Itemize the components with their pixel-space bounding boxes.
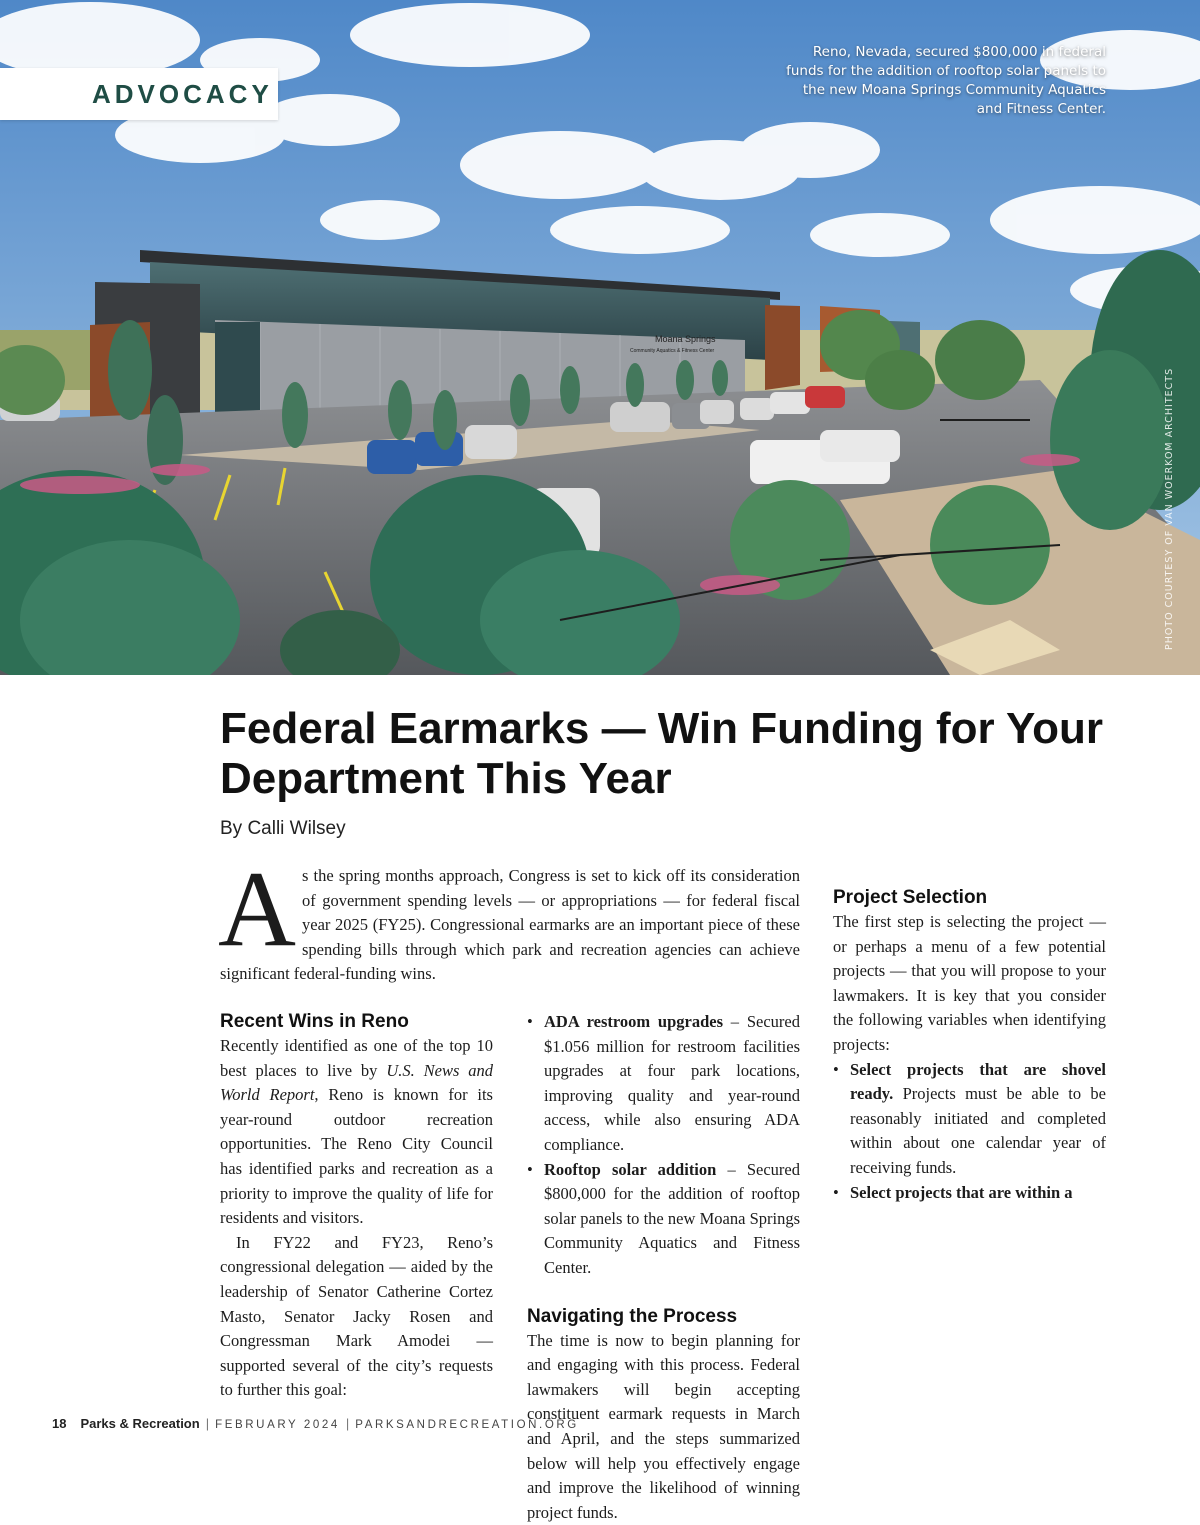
list-item-lead: Select projects that are within a xyxy=(850,1182,1073,1202)
footer-separator: | xyxy=(345,1416,350,1431)
paragraph-project-selection: The first step is selecting the project — or perhaps a menu of a few potential projects — that you will propose to your lawmakers. It is key that you consider the following variables when identifying projects: xyxy=(833,912,1106,1054)
column-3 xyxy=(833,864,1106,1205)
subhead-navigating: Navigating the Process xyxy=(527,1305,738,1327)
wins-list xyxy=(527,1010,800,1281)
article-byline: By Calli Wilsey xyxy=(220,818,346,839)
selection-list xyxy=(833,1058,1106,1206)
article-intro xyxy=(218,850,800,987)
list-item-text: Projects must be able to be reasonably initiated and completed within about one calendar year of receiving funds. xyxy=(850,1084,1106,1177)
list-item xyxy=(833,1058,1106,1181)
column-2 xyxy=(527,1010,800,1525)
list-item-text: – Secured $1.056 million for restroom facilities upgrades at four park locations, improving quality and year-round access, while also ensuring ADA compliance. xyxy=(544,1012,800,1154)
paragraph-delegation: In FY22 and FY23, Reno’s congressional delegation — aided by the leadership of Senator Catherine Cortez Masto, Senator Jacky Rosen and Congressman Mark Amodei — supported several of the city’s requests to further this goal: xyxy=(220,1232,493,1400)
paragraph-reno-intro xyxy=(220,1034,493,1231)
magazine-name: Parks & Recreation xyxy=(80,1416,200,1431)
list-item xyxy=(527,1158,800,1281)
section-tag-label: ADVOCACY xyxy=(92,79,273,109)
page-number: 18 xyxy=(52,1416,67,1431)
list-item-lead: Select projects that are shovel ready. xyxy=(850,1059,1106,1104)
list-item-lead: Rooftop solar addition xyxy=(544,1159,717,1179)
subhead-recent-wins: Recent Wins in Reno xyxy=(220,1011,409,1032)
list-item xyxy=(527,1010,800,1158)
subhead-project-selection: Project Selection xyxy=(833,887,988,908)
hero-illustration xyxy=(0,0,1200,675)
issue-date: FEBRUARY 2024 xyxy=(215,1419,340,1431)
list-item xyxy=(833,1181,1106,1206)
list-item-lead: ADA restroom upgrades xyxy=(544,1012,724,1031)
building-sign-name: Moana Springs xyxy=(655,334,716,344)
article-title: Federal Earmarks — Win Funding for Your Department This Year xyxy=(220,704,1104,803)
paragraph-text: Recently identified as one of the top 10 best places to live by xyxy=(220,1036,493,1080)
page-footer xyxy=(52,1416,579,1431)
website-url: PARKSANDRECREATION.ORG xyxy=(355,1419,579,1431)
building-sign-subtitle: Community Aquatics & Fitness Center xyxy=(630,348,715,354)
paragraph-text: , Reno is known for its year-round outdoor recreation opportunities. The Reno City Council has identified parks and recreation as a priority to improve the quality of life for residents and visitors. xyxy=(220,1085,493,1228)
paragraph-navigating: The time is now to begin planning for and engaging with this process. Federal lawmakers will begin accepting constituent earmark requests in March and April, and the steps summarized below will help you effectively engage and improve the likelihood of winning project funds. xyxy=(527,1330,800,1522)
footer-separator: | xyxy=(205,1416,210,1431)
photo-credit: PHOTO COURTESY OF VAN WOERKOM ARCHITECTS xyxy=(1164,367,1175,650)
section-tag xyxy=(0,68,278,120)
list-item-text: – Secured $800,000 for the addition of rooftop solar panels to the new Moana Springs Community Aquatics and Fitness Center. xyxy=(544,1159,800,1277)
drop-cap: A xyxy=(218,850,296,969)
column-1 xyxy=(220,1010,493,1403)
photo-caption: Reno, Nevada, secured $800,000 in federal funds for the addition of rooftop solar panels to the new Moana Springs Community Aquatics and Fitness Center. xyxy=(786,44,1106,117)
intro-text: s the spring months approach, Congress is set to kick off its consideration of government spending levels — or appropriations — for federal fiscal year 2025 (FY25). Congressional earmarks are an important piece of these spending bills through which park and recreation agencies can achieve significant federal-funding wins. xyxy=(220,866,800,984)
publication-name: U.S. News and World Report xyxy=(220,1060,494,1105)
